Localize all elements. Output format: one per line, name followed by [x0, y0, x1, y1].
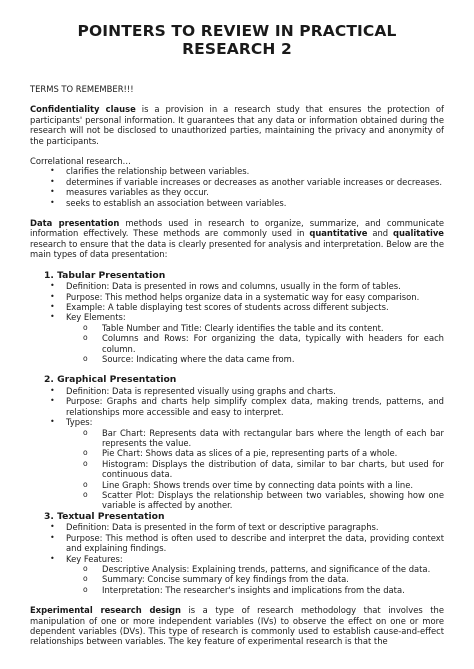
list-item: • determines if variable increases or decreases as another variable increases or decreases.: [30, 177, 444, 187]
sub-list-item: o Histogram: Displays the distribution of data, similar to bar charts, but used for continuous data.: [30, 459, 444, 480]
confidentiality-paragraph: [30, 104, 444, 146]
list-item: • Example: A table displaying test scores of students across different subjects.: [30, 302, 444, 312]
data-presentation-term: Data presentation: [30, 218, 120, 229]
data-presentation-text-b: research to ensure that the data is clearly presented for analysis and interpretation. Below are the main types of data presentation:: [30, 238, 444, 260]
correlational-list: [30, 166, 444, 208]
graphical-list: [30, 386, 444, 511]
list-item: [30, 554, 444, 596]
list-item: • Definition: Data is presented in the form of text or descriptive paragraphs.: [30, 522, 444, 532]
and-text: and: [367, 228, 393, 239]
textual-list: [30, 522, 444, 595]
data-presentation-text-a: methods used in research to organize, summarize, and communicate information effectively. These methods are commonly used in: [30, 218, 445, 239]
sub-list-item: o Descriptive Analysis: Explaining trends, patterns, and significance of the data.: [30, 564, 444, 574]
sub-list-item: o Line Graph: Shows trends over time by connecting data points with a line.: [30, 480, 444, 490]
list-item-label: Types:: [66, 417, 93, 428]
sub-list-item: o Summary: Concise summary of key findings from the data.: [30, 574, 444, 584]
list-item: • clarifies the relationship between variables.: [30, 166, 444, 176]
experimental-text: is a type of research methodology that involves the manipulation of one or more independent variables (IVs) to observe the effect on one or more dependent variables (DVs). This type of research is commonly used to establish cause-and-effect relationships between variables. The key feature of experimental research is that the: [30, 605, 444, 647]
section-heading-textual: 3. Textual Presentation: [44, 510, 165, 522]
list-item: • Definition: Data is represented visually using graphs and charts.: [30, 386, 444, 396]
sub-list-item: o Columns and Rows: For organizing the data, typically with headers for each column.: [30, 333, 444, 354]
experimental-paragraph: [30, 605, 444, 647]
list-item: • Definition: Data is presented in rows and columns, usually in the form of tables.: [30, 281, 444, 291]
list-item-label: Key Features:: [66, 553, 123, 564]
correlational-heading: Correlational research…: [30, 156, 131, 167]
document-page: [30, 22, 444, 647]
graphical-sub-list: [66, 428, 444, 511]
page-title: POINTERS TO REVIEW IN PRACTICAL RESEARCH 2: [77, 22, 397, 58]
confidentiality-term: Confidentiality clause: [30, 104, 136, 115]
data-presentation-paragraph: [30, 218, 444, 260]
sub-list-item: o Table Number and Title: Clearly identifies the table and its content.: [30, 323, 444, 333]
textual-sub-list: [66, 564, 444, 595]
confidentiality-text: is a provision in a research study that ensures the protection of participants' personal information. It guarantees that any data or information obtained during the research will not be disclosed to unauthorized parties, maintaining the privacy and anonymity of the participants.: [30, 104, 444, 146]
list-item-label: Key Elements:: [66, 312, 126, 323]
section-heading-graphical: 2. Graphical Presentation: [44, 374, 177, 386]
list-item: • Purpose: This method helps organize data in a systematic way for easy comparison.: [30, 292, 444, 302]
list-item: • Purpose: This method is often used to describe and interpret the data, providing context and explaining findings.: [30, 533, 444, 554]
terms-heading: TERMS TO REMEMBER!!!: [30, 84, 134, 94]
sub-list-item: o Bar Chart: Represents data with rectangular bars where the length of each bar represents the value.: [30, 428, 444, 449]
sub-list-item: o Pie Chart: Shows data as slices of a pie, representing parts of a whole.: [30, 448, 444, 458]
section-heading-tabular: 1. Tabular Presentation: [44, 269, 166, 281]
list-item: • Purpose: Graphs and charts help simplify complex data, making trends, patterns, and relationships more accessible and easy to interpret.: [30, 396, 444, 417]
sub-list-item: o Scatter Plot: Displays the relationship between two variables, showing how one variable is affected by another.: [30, 490, 444, 511]
list-item: [30, 312, 444, 364]
sub-list-item: o Source: Indicating where the data came from.: [30, 354, 444, 364]
list-item: • measures variables as they occur.: [30, 187, 444, 197]
quantitative-term: quantitative: [309, 228, 368, 239]
sub-list-item: o Interpretation: The researcher's insights and implications from the data.: [30, 585, 444, 595]
list-item: • seeks to establish an association between variables.: [30, 198, 444, 208]
experimental-term: Experimental research design: [30, 605, 181, 616]
list-item: [30, 417, 444, 511]
tabular-sub-list: [66, 323, 444, 365]
tabular-list: [30, 281, 444, 364]
qualitative-term: qualitative: [392, 228, 444, 239]
